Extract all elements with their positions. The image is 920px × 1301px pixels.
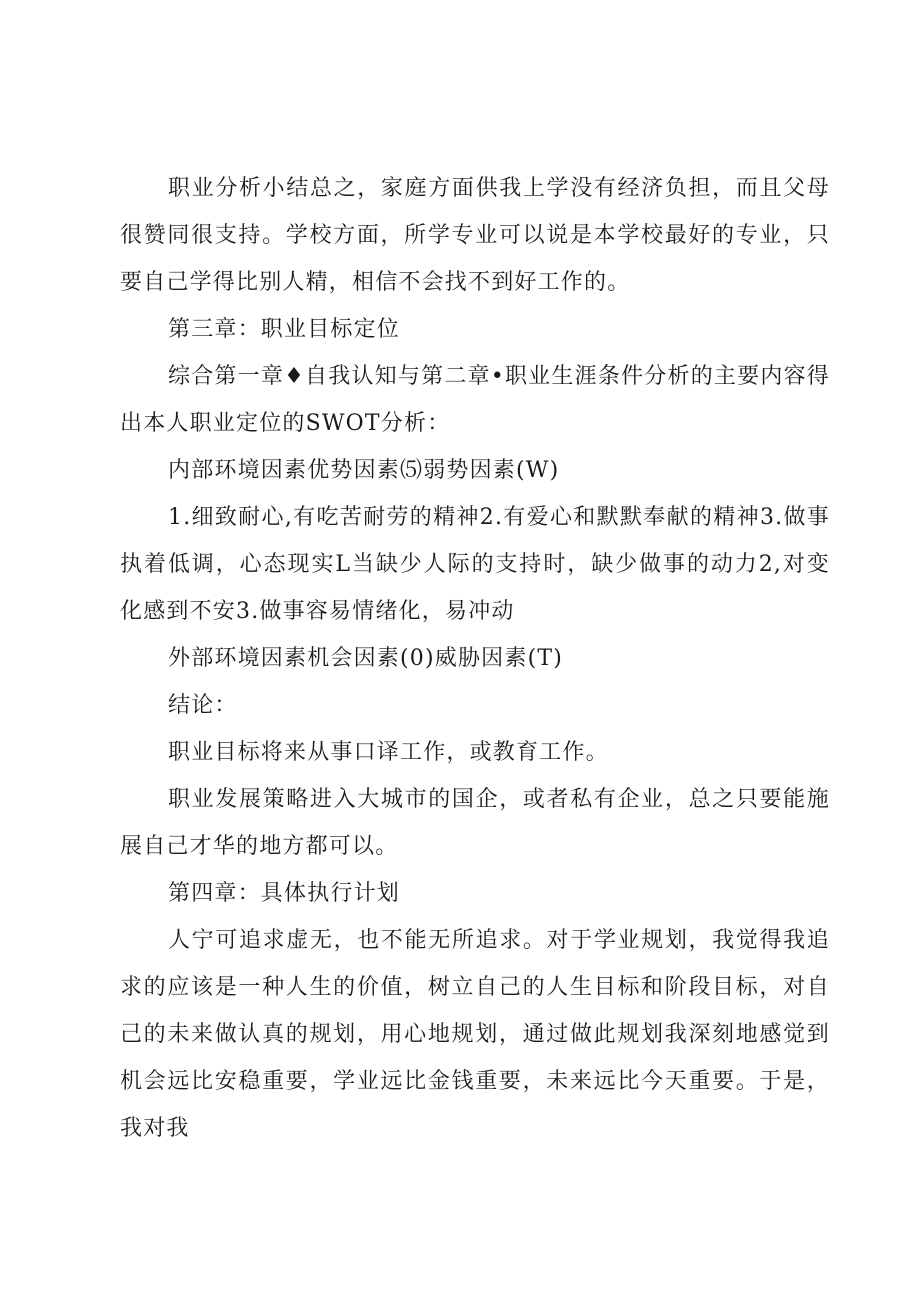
document-body xyxy=(120,165,830,1152)
paragraph-conclusion-label: 结论： xyxy=(168,693,238,718)
paragraph-career-summary: 职业分析小结总之，家庭方面供我上学没有经济负担，而且父母很赞同很支持。学校方面，所学专业可以说是本学校最好的专业，只要自己学得比别人精，相信不会找不到好工作的。 xyxy=(120,176,830,295)
paragraph-strengths-weaknesses: 1.细致耐心,有吃苦耐劳的精神2.有爱心和默默奉献的精神3.做事执着低调，心态现实L当缺少人际的支持时，缺少做事的动力2,对变化感到不安3.做事容易情绪化，易冲动 xyxy=(120,505,830,624)
paragraph-execution-plan: 人宁可追求虚无，也不能无所追求。对于学业规划，我觉得我追求的应该是一种人生的价值，树立自己的人生目标和阶段目标，对自己的未来做认真的规划，用心地规划，通过做此规划我深刻地感觉到机会远比安稳重要，学业远比金钱重要，未来远比今天重要。于是，我对我 xyxy=(120,928,830,1141)
heading-chapter-three: 第三章：职业目标定位 xyxy=(168,317,401,342)
paragraph-swot-intro: 综合第一章♦自我认知与第二章•职业生涯条件分析的主要内容得出本人职业定位的SWOT分析： xyxy=(120,364,830,436)
heading-chapter-four: 第四章：具体执行计划 xyxy=(168,881,401,906)
paragraph-career-goal: 职业目标将来从事口译工作，或教育工作。 xyxy=(168,740,609,765)
paragraph-internal-factors: 内部环境因素优势因素⑸弱势因素(W) xyxy=(168,458,560,483)
paragraph-external-factors: 外部环境因素机会因素(0)威胁因素(T) xyxy=(168,646,564,671)
paragraph-development-strategy: 职业发展策略进入大城市的国企，或者私有企业，总之只要能施展自己才华的地方都可以。 xyxy=(120,787,830,859)
